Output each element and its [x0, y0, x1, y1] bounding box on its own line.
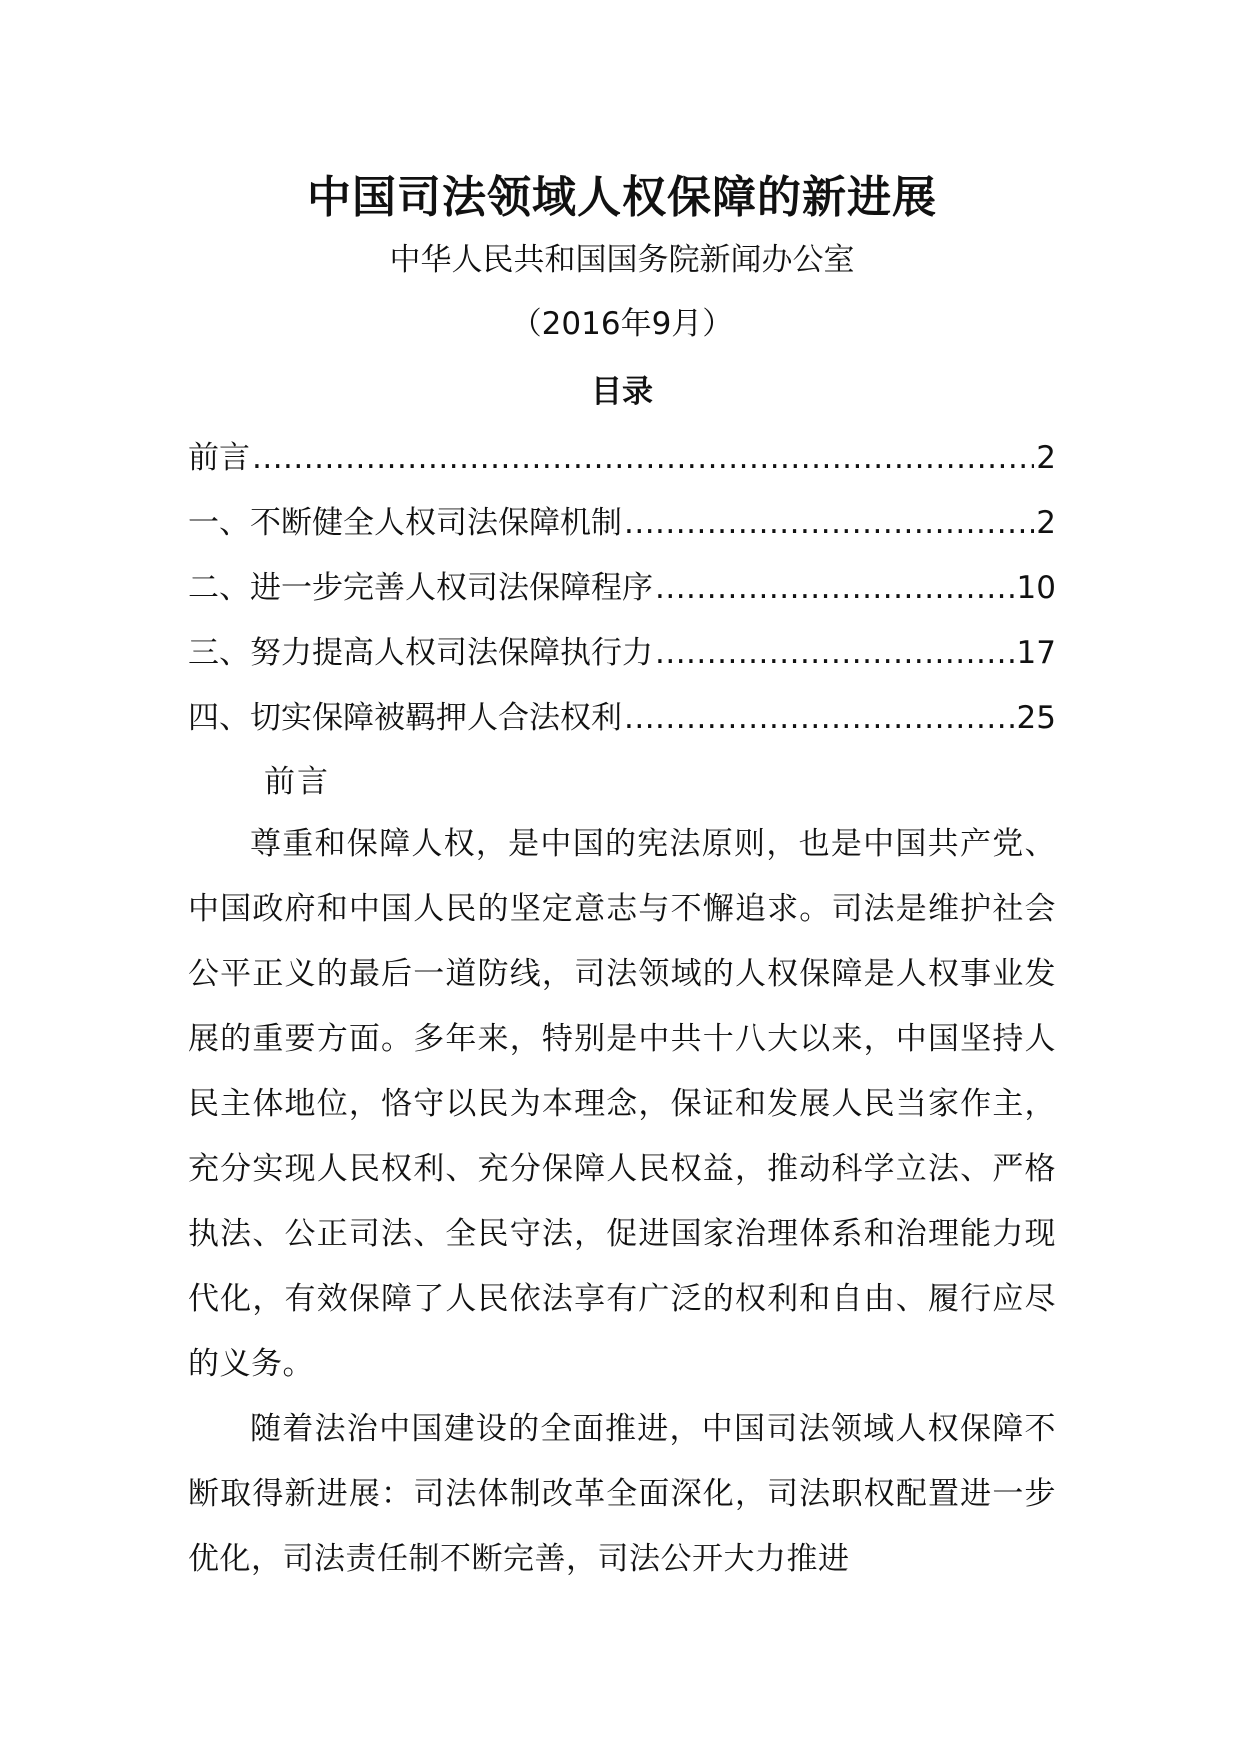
body-paragraph: 尊重和保障人权，是中国的宪法原则，也是中国共产党、中国政府和中国人民的坚定意志与不懈追求。司法是维护社会公平正义的最后一道防线，司法领域的人权保障是人权事业发展的重要方面。多年来，特别是中共十八大以来，中国坚持人民主体地位，恪守以民为本理念，保证和发展人民当家作主，充分实现人民权利、充分保障人民权益，推动科学立法、严格执法、公正司法、全民守法，促进国家治理体系和治理能力现代化，有效保障了人民依法享有广泛的权利和自由、履行应尽的义务。 [188, 826, 1056, 1382]
toc-entry-page: 2 [1036, 505, 1056, 541]
body-paragraph: 随着法治中国建设的全面推进，中国司法领域人权保障不断取得新进展：司法体制改革全面深化，司法职权配置进一步优化，司法责任制不断完善，司法公开大力推进 [188, 1411, 1056, 1577]
document-date: （2016年9月） [510, 306, 734, 342]
toc-entry-label: 一、不断健全人权司法保障机制 [188, 505, 622, 541]
toc-entry[interactable] [188, 566, 1056, 631]
toc-heading: 目录 [591, 374, 653, 410]
toc-entry-page: 25 [1016, 700, 1056, 736]
toc-entry-page: 10 [1016, 570, 1056, 606]
toc-dot-leader [655, 566, 1015, 610]
toc-entry-label: 二、进一步完善人权司法保障程序 [188, 570, 653, 606]
document-page [188, 0, 1056, 1754]
toc-entry[interactable] [188, 631, 1056, 696]
toc-entry-label: 四、切实保障被羁押人合法权利 [188, 700, 622, 736]
toc-dot-leader [624, 696, 1015, 740]
toc-entry-page: 17 [1016, 635, 1056, 671]
toc-entry-label: 前言 [188, 440, 250, 476]
toc-dot-leader [655, 631, 1015, 675]
document-body [188, 812, 1056, 1592]
toc-dot-leader [624, 501, 1034, 545]
toc-entry[interactable] [188, 501, 1056, 566]
document-title: 中国司法领域人权保障的新进展 [307, 172, 937, 223]
table-of-contents [188, 436, 1056, 761]
toc-entry-page: 2 [1036, 440, 1056, 476]
toc-entry-label: 三、努力提高人权司法保障执行力 [188, 635, 653, 671]
toc-dot-leader [252, 436, 1034, 480]
toc-entry[interactable] [188, 436, 1056, 501]
section-heading: 前言 [264, 764, 330, 800]
toc-entry[interactable] [188, 696, 1056, 761]
document-issuer: 中华人民共和国国务院新闻办公室 [389, 242, 855, 278]
